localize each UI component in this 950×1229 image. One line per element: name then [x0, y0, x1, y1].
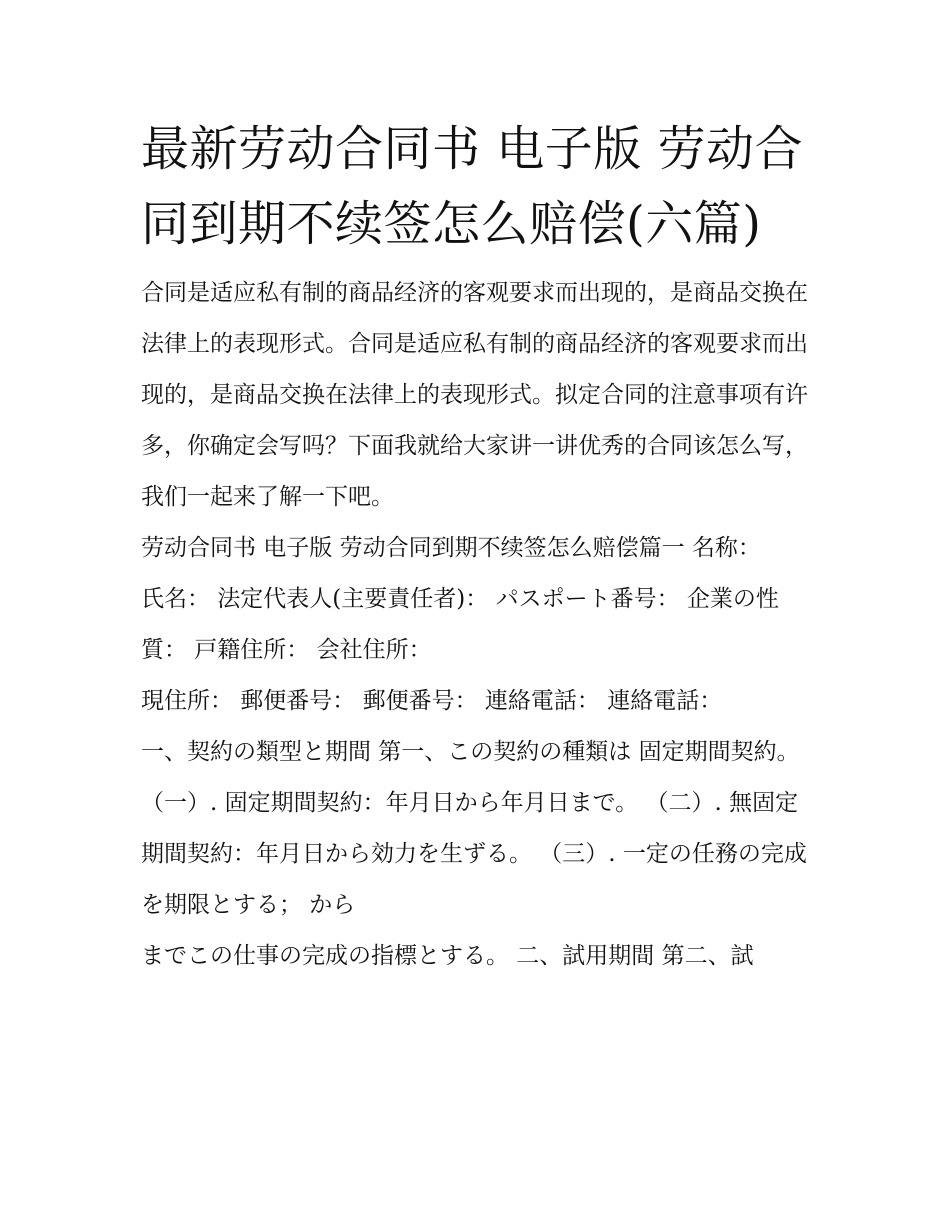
paragraph-party-fields: 氏名： 法定代表人(主要責任者)： パスポート番号： 企業の性質： 戸籍住所： 会社住所：	[141, 586, 779, 663]
paragraph-intro: 合同是适应私有制的商品经济的客观要求而出现的，是商品交换在法律上的表现形式。合同是适应私有制的商品经济的客观要求而出现的，是商品交换在法律上的表现形式。拟定合同的注意事项有许多，你确定会写吗？下面我就给大家讲一讲优秀的合同该怎么写，我们一起来了解一下吧。	[141, 280, 808, 510]
paragraph-probation: までこの仕事の完成の指標とする。 二、試用期間 第二、試	[141, 943, 754, 969]
paragraph-section-heading: 劳动合同书 电子版 劳动合同到期不续签怎么赔偿篇一 名称：	[141, 535, 761, 561]
document-title: 最新劳动合同书 电子版 劳动合同到期不续签怎么赔偿(六篇)	[141, 121, 804, 252]
paragraph-address-fields: 現住所： 郵便番号： 郵便番号： 連絡電話： 連絡電話：	[141, 688, 723, 714]
paragraph-contract-terms: （一）. 固定期間契約：年月日から年月日まで。 （二）. 無固定期間契約：年月日から効力を生ずる。 （三）. 一定の任務の完成を期限とする； から	[141, 790, 807, 918]
paragraph-contract-type: 一、契約の類型と期間 第一、この契約の種類は 固定期間契約。	[141, 739, 800, 765]
document-body	[141, 268, 816, 982]
document-page	[141, 112, 816, 982]
